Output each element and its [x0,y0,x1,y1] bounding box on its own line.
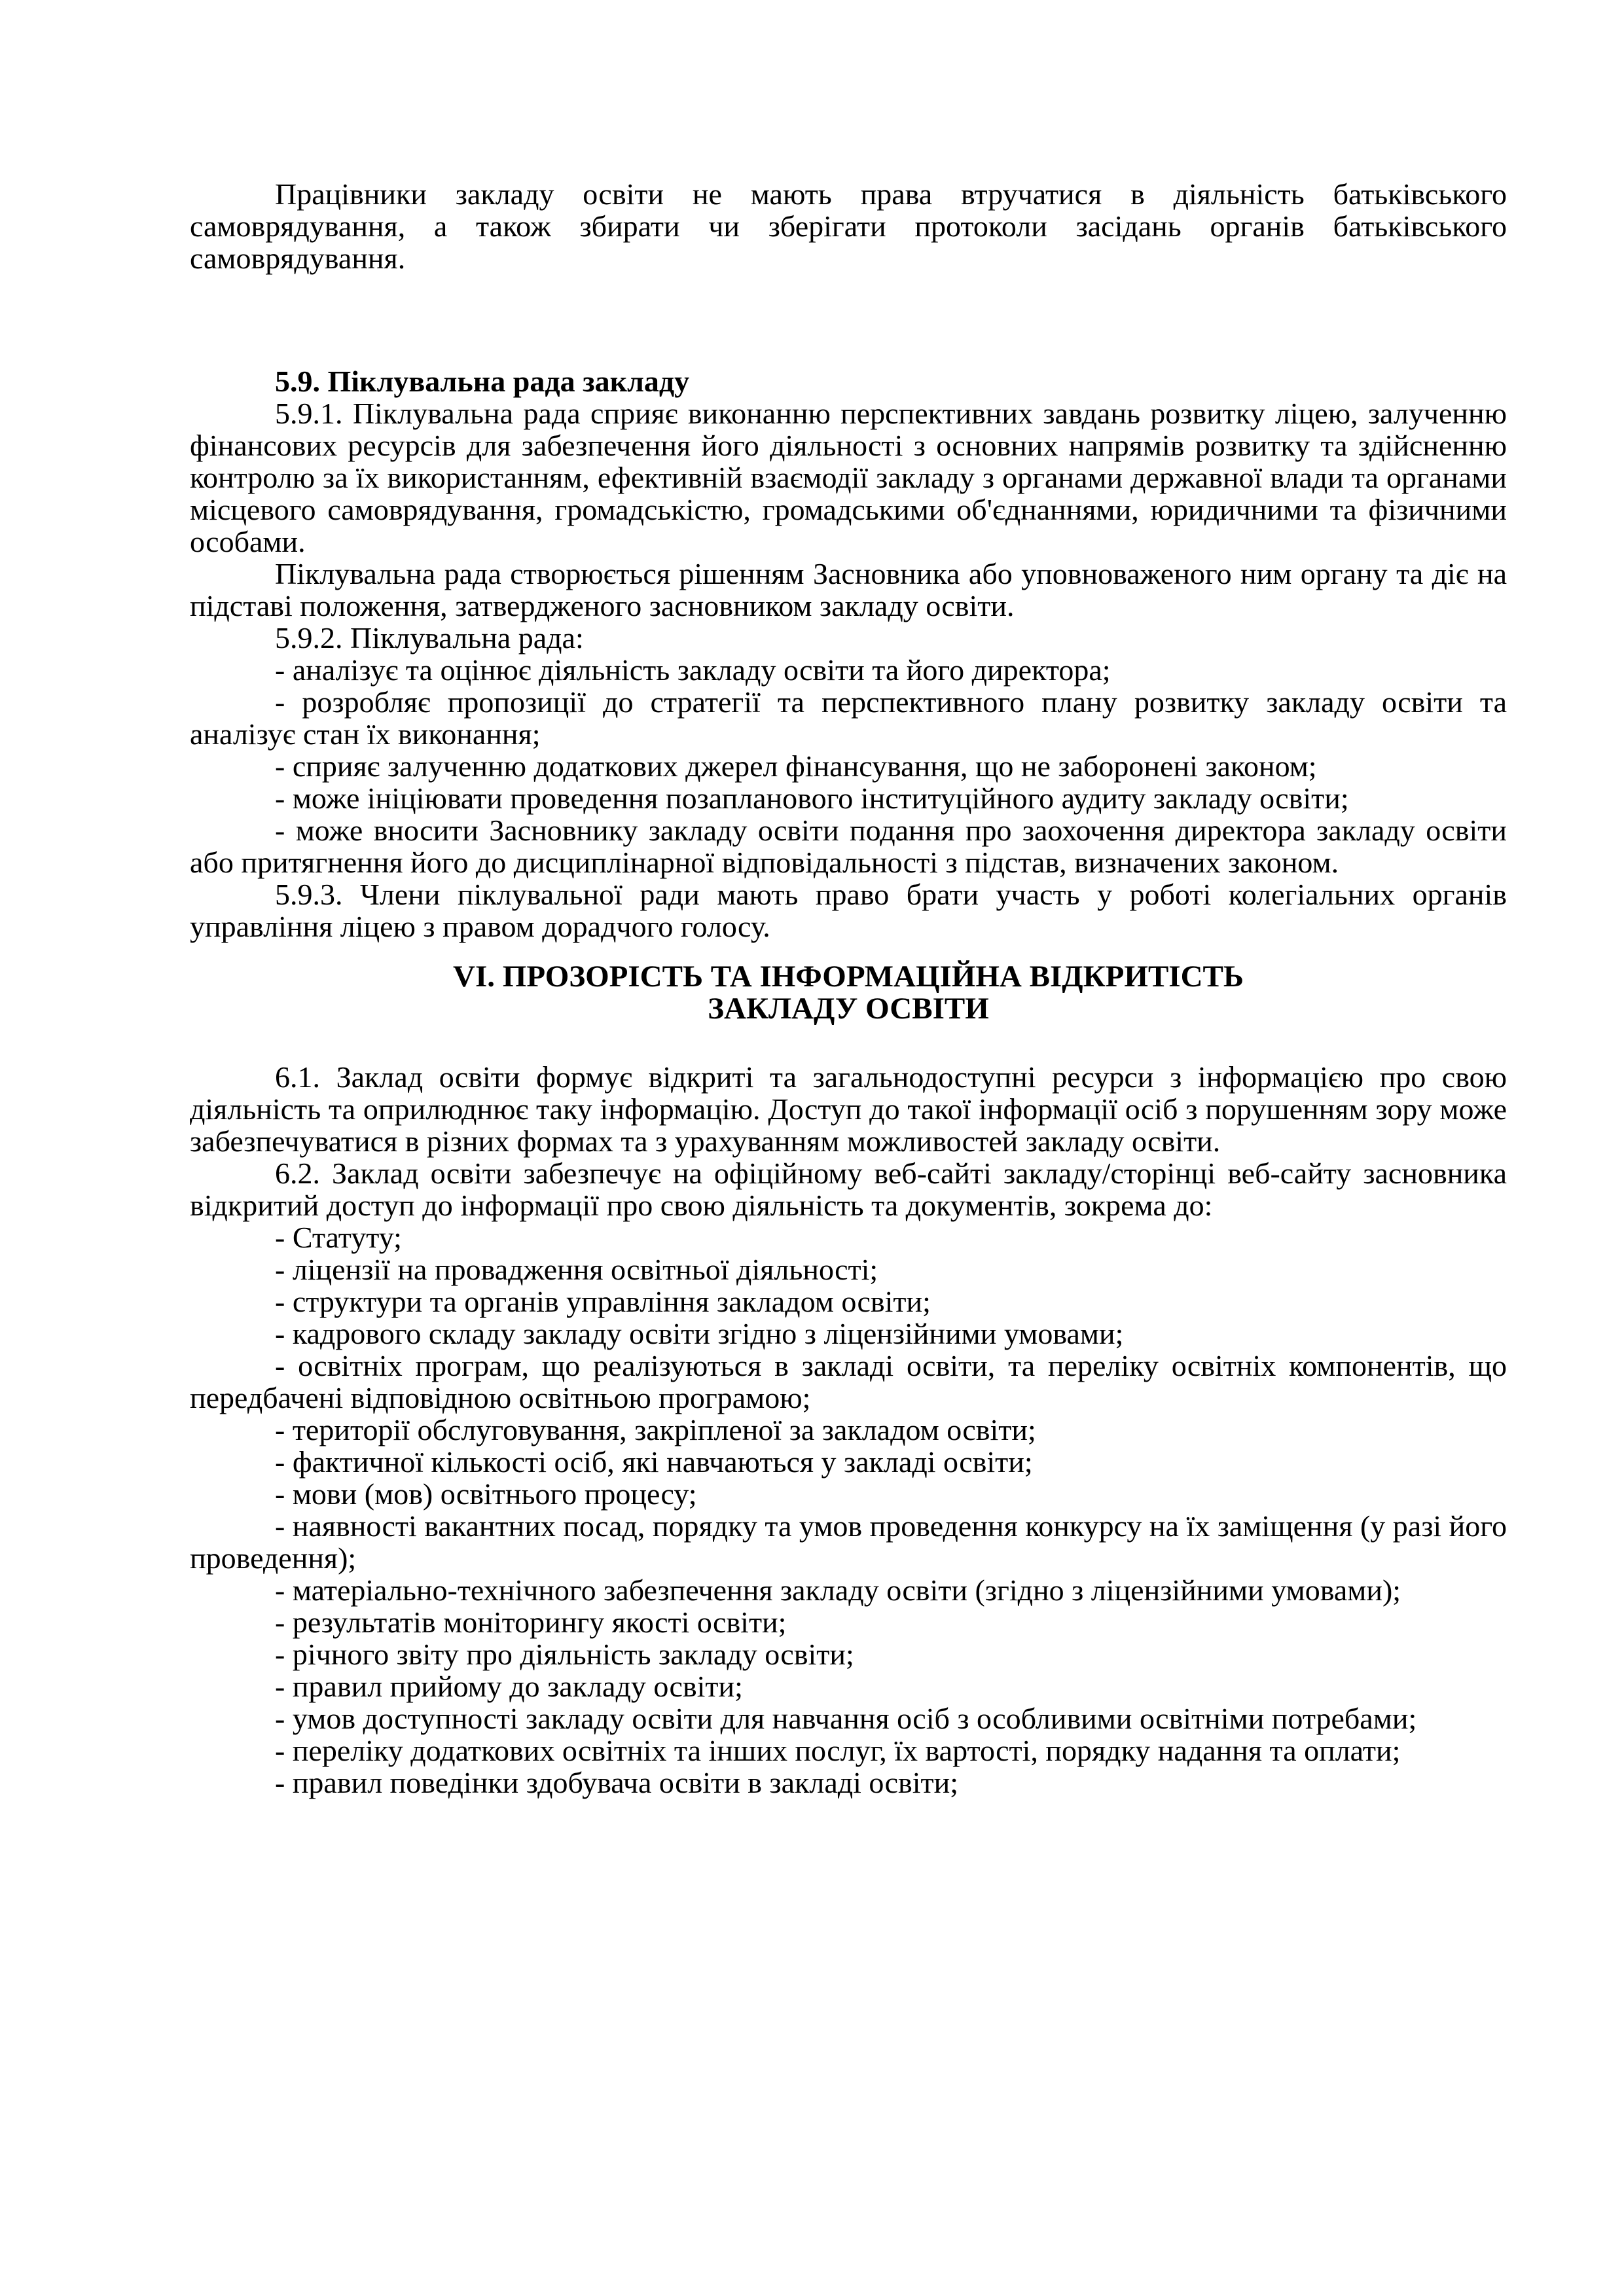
section-heading-5-9: 5.9. Піклувальна рада закладу [275,365,690,398]
paragraph-5-9-3: 5.9.3. Члени піклувальної ради мають право брати участь у роботі колегіальних органів управління ліцею з правом дорадчого голосу. [190,878,1507,943]
paragraph-5-9-2: 5.9.2. Піклувальна рада: [275,621,584,655]
chapter-heading [190,961,1507,1025]
chapter-heading-line-1: VI. ПРОЗОРІСТЬ ТА ІНФОРМАЦІЙНА ВІДКРИТІСТЬ [453,960,1244,994]
intro-paragraph: Працівники закладу освіти не мають права втручатися в діяльність батьківського самоврядування, а також збирати чи зберігати протоколи засідань органів батьківського самоврядування. [190,177,1507,275]
list-item: - кадрового складу закладу освіти згідно з ліцензійними умовами; [275,1317,1124,1350]
document-page [190,178,1507,1799]
list-item: - може вносити Засновнику закладу освіти подання про заохочення директора закладу освіти або притягнення його до дисциплінарної відповідальності з підстав, визначених законом. [190,814,1507,879]
paragraph-6-2: 6.2. Заклад освіти забезпечує на офіційному веб-сайті закладу/сторінці веб-сайту засновника відкритий доступ до інформації про свою діяльність та документів, зокрема до: [190,1157,1507,1222]
list-item: - річного звіту про діяльність закладу освіти; [275,1638,854,1671]
paragraph-6-1: 6.1. Заклад освіти формує відкриті та загальнодоступні ресурси з інформацією про свою діяльність та оприлюднює таку інформацію. Доступ до такої інформації осіб з порушенням зору може забезпечуватися в різних формах та з урахуванням можливостей закладу освіти. [190,1060,1507,1158]
list-item: - фактичної кількості осіб, які навчаються у закладі освіти; [275,1445,1033,1479]
list-item: - умов доступності закладу освіти для навчання осіб з особливими освітніми потребами; [275,1702,1417,1735]
list-item: - Статуту; [275,1221,402,1254]
list-item: - може ініціювати проведення позапланового інституційного аудиту закладу освіти; [275,781,1349,815]
paragraph-council-creation: Піклувальна рада створюється рішенням Засновника або уповноваженого ним органу та діє на підставі положення, затвердженого засновником закладу освіти. [190,557,1507,622]
list-item: - ліцензії на провадження освітньої діяльності; [275,1253,878,1286]
list-item: - правил прийому до закладу освіти; [275,1670,743,1703]
list-item: - переліку додаткових освітніх та інших послуг, їх вартості, порядку надання та оплати; [275,1734,1401,1767]
list-item: - сприяє залученню додаткових джерел фінансування, що не заборонені законом; [275,749,1317,783]
list-item: - правил поведінки здобувача освіти в закладі освіти; [275,1766,958,1799]
list-item: - результатів моніторингу якості освіти; [275,1605,787,1639]
list-item: - розробляє пропозиції до стратегії та перспективного плану розвитку закладу освіти та аналізує стан їх виконання; [190,685,1507,751]
list-item: - мови (мов) освітнього процесу; [275,1477,697,1511]
list-item: - наявності вакантних посад, порядку та умов проведення конкурсу на їх заміщення (у разі його проведення); [190,1509,1507,1575]
paragraph-5-9-1: 5.9.1. Піклувальна рада сприяє виконанню перспективних завдань розвитку ліцею, залученню фінансових ресурсів для забезпечення його діяльності з основних напрямів розвитку та здійсненню контролю за їх використанням, ефективній взаємодії закладу з органами державної влади та органами місцевого самоврядування, громадськістю, громадськими об'єднаннями, юридичними та фізичними особами. [190,397,1507,558]
list-item: - території обслуговування, закріпленої за закладом освіти; [275,1413,1036,1446]
list-item: - структури та органів управління закладом освіти; [275,1285,931,1318]
chapter-heading-line-2: ЗАКЛАДУ ОСВІТИ [708,992,989,1026]
list-item: - аналізує та оцінює діяльність закладу освіти та його директора; [275,653,1111,687]
list-item: - матеріально-технічного забезпечення закладу освіти (згідно з ліцензійними умовами); [275,1573,1401,1607]
list-item: - освітніх програм, що реалізуються в закладі освіти, та переліку освітніх компонентів, що передбачені відповідною освітньою програмою; [190,1349,1507,1414]
